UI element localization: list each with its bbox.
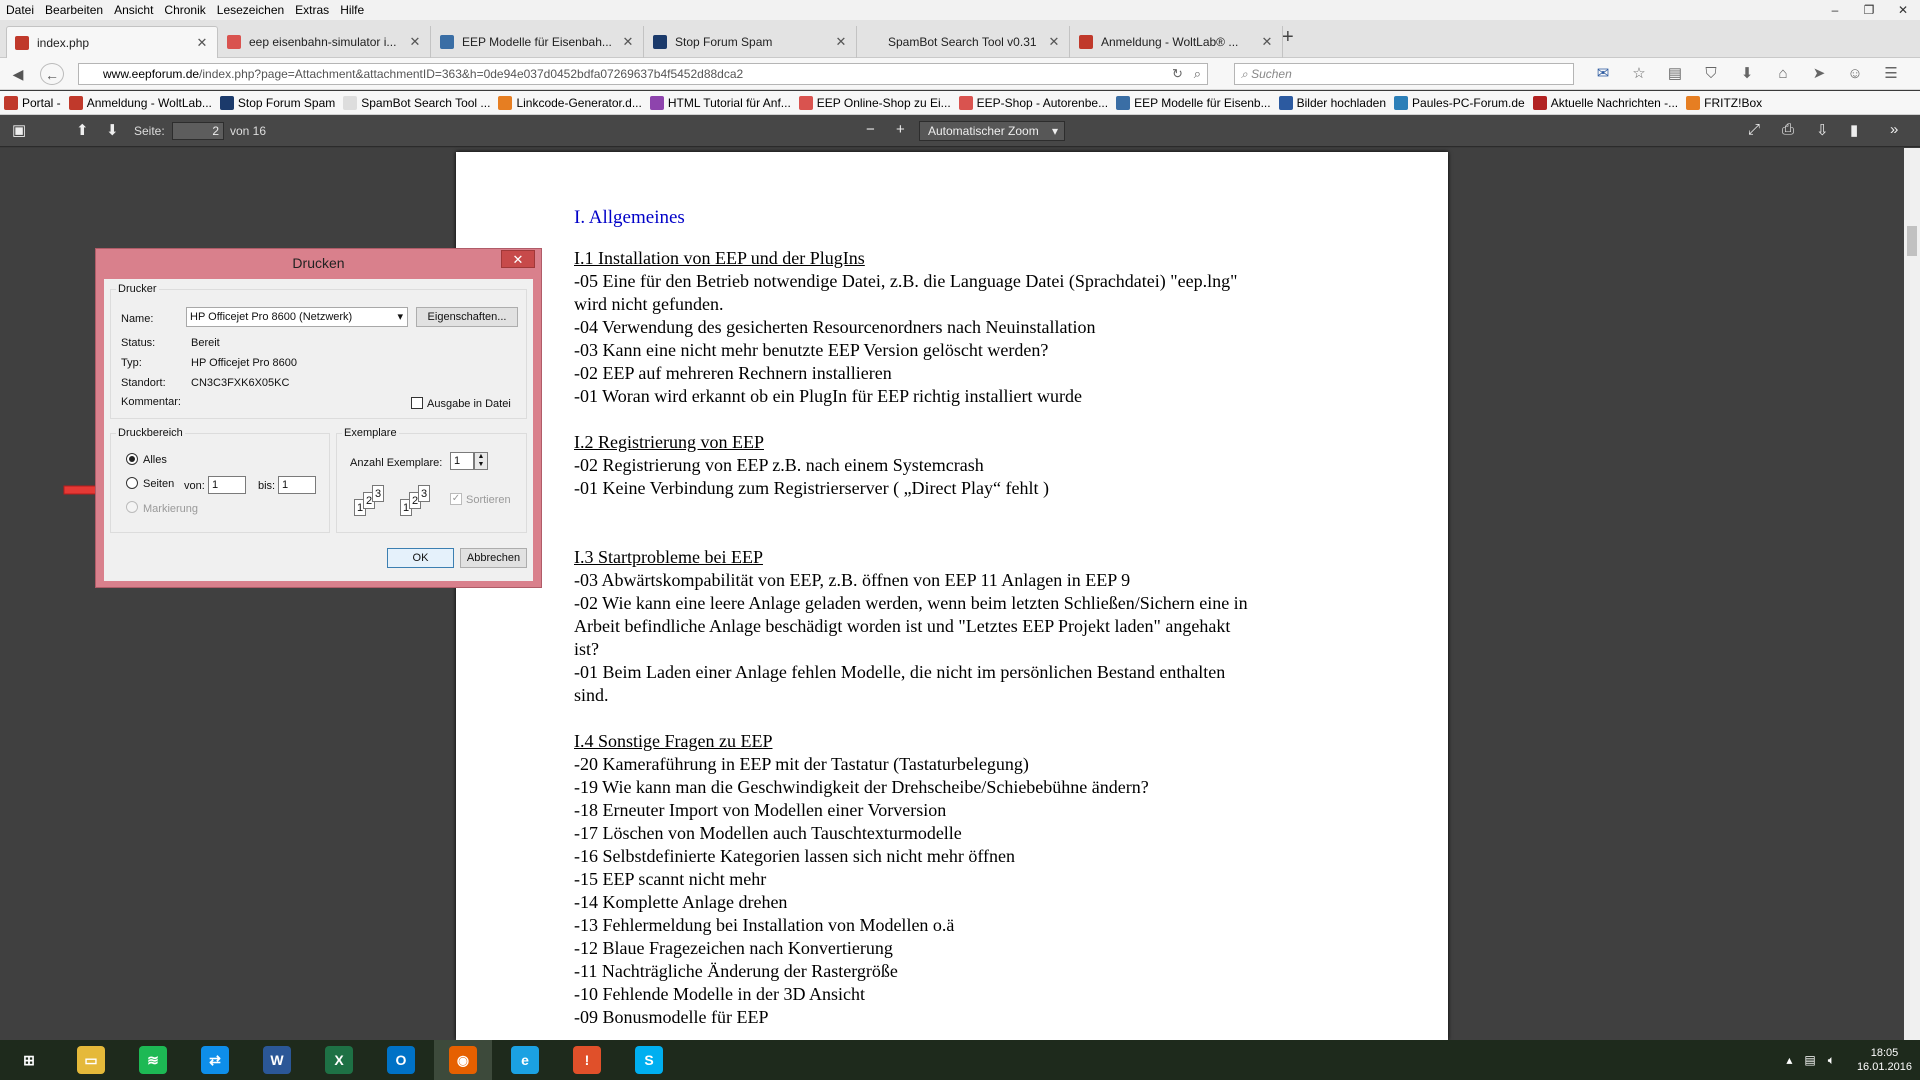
- bookmark-favicon-icon: [4, 96, 18, 110]
- bookmark-item[interactable]: [498, 96, 641, 110]
- browser-tab[interactable]: [1071, 26, 1283, 58]
- toc-line: -02 EEP auf mehreren Rechnern installieren: [574, 363, 892, 383]
- vertical-scrollbar[interactable]: [1904, 148, 1920, 1040]
- bookmark-label: Anmeldung - WoltLab...: [86, 95, 212, 110]
- tab-favicon-icon: [653, 35, 667, 49]
- toc-line: -15 EEP scannt nicht mehr: [574, 869, 767, 889]
- location-value: CN3C3FXK6X05KC: [191, 377, 290, 389]
- pdf-toolbar: [0, 115, 1920, 147]
- bookmark-favicon-icon: [1116, 96, 1130, 110]
- range-selection-radio[interactable]: [126, 501, 138, 513]
- spacer: [574, 523, 1314, 546]
- url-path: /index.php?page=Attachment&attachmentID=363&h=0de94e037d0452bdfa07269637b4f5452d88dca2: [199, 67, 744, 81]
- range-all-radio[interactable]: [126, 453, 138, 465]
- save-icon[interactable]: ⇩: [1816, 122, 1829, 139]
- app-red-icon: !: [573, 1046, 601, 1074]
- bookmark-label: Bilder hochladen: [1296, 95, 1387, 110]
- status-label: Status:: [121, 337, 156, 349]
- bookmark-label: Linkcode-Generator.d...: [516, 95, 642, 110]
- toc-line: -04 Verwendung des gesicherten Resourcenordners nach Neuinstallation: [574, 317, 1096, 337]
- browser-tab[interactable]: [858, 26, 1070, 58]
- close-window-button[interactable]: ✕: [1897, 3, 1909, 17]
- minimize-button[interactable]: –: [1831, 3, 1839, 17]
- toc-line: -02 Wie kann eine leere Anlage geladen werden, wenn beim letzten Schließen/Sichern eine in: [574, 593, 1248, 613]
- bookmark-label: EEP Modelle für Eisenb...: [1134, 95, 1271, 110]
- tab-favicon-icon: [866, 35, 880, 49]
- tab-title: Anmeldung - WoltLab® ...: [1101, 35, 1239, 49]
- subsection-heading: I.2 Registrierung von EEP: [574, 432, 764, 452]
- bookmark-item[interactable]: [1533, 96, 1678, 110]
- printer-group-label: Drucker: [118, 283, 157, 295]
- sheet-1b: 1: [400, 499, 412, 516]
- zoom-value: Automatischer Zoom: [928, 124, 1039, 138]
- properties-button[interactable]: Eigenschaften...: [416, 307, 518, 327]
- toc-line: ist?: [574, 639, 599, 659]
- bookmark-item[interactable]: [4, 96, 61, 110]
- spotify-icon: ≋: [139, 1046, 167, 1074]
- type-value: HP Officejet Pro 8600: [191, 357, 297, 369]
- network-icon[interactable]: ▤: [1804, 1053, 1816, 1067]
- dialog-title: Drucken: [292, 255, 345, 271]
- print-range-label: Druckbereich: [118, 427, 183, 439]
- toc-line: -17 Löschen von Modellen auch Tauschtexturmodelle: [574, 823, 962, 843]
- tab-favicon-icon: [440, 35, 454, 49]
- bookmarks-bar: [0, 91, 1920, 115]
- from-page-input[interactable]: 1: [208, 476, 246, 494]
- bookmark-favicon-icon: [1686, 96, 1700, 110]
- toc-line: -03 Kann eine nicht mehr benutzte EEP Version gelöscht werden?: [574, 340, 1049, 360]
- bookmark-favicon-icon: [959, 96, 973, 110]
- close-icon[interactable]: ✕: [622, 34, 634, 49]
- sheet-2b: 2: [409, 492, 421, 509]
- clock[interactable]: [1857, 1046, 1912, 1074]
- dialog-close-button[interactable]: ✕: [501, 250, 535, 268]
- search-input[interactable]: ⌕ Suchen: [1234, 63, 1574, 85]
- spacer: [574, 707, 1314, 730]
- toc-line: -18 Erneuter Import von Modellen einer Vorversion: [574, 800, 947, 820]
- browser-tab[interactable]: [219, 26, 431, 58]
- sheet-1: 1: [354, 499, 366, 516]
- skype-icon: S: [635, 1046, 663, 1074]
- tab-favicon-icon: [1079, 35, 1093, 49]
- teamviewer-icon: ⇄: [201, 1046, 229, 1074]
- toc-line: -10 Fehlende Modelle in der 3D Ansicht: [574, 984, 865, 1004]
- outlook-icon: O: [387, 1046, 415, 1074]
- menu-bar: [0, 0, 1920, 20]
- location-label: Standort:: [121, 377, 166, 389]
- menu-item-4[interactable]: Lesezeichen: [216, 3, 285, 17]
- bookmark-item[interactable]: [1686, 96, 1762, 110]
- toc-line: -14 Komplette Anlage drehen: [574, 892, 788, 912]
- toc-line: -01 Keine Verbindung zum Registrierserver ( „Direct Play“ fehlt ): [574, 478, 1050, 498]
- toc-line: -09 Bonusmodelle für EEP: [574, 1007, 769, 1027]
- url-domain: www.eepforum.de: [103, 67, 200, 81]
- taskbar-outlook[interactable]: [372, 1040, 430, 1080]
- tab-title: EEP Modelle für Eisenbah...: [462, 35, 612, 49]
- taskbar-apps: [0, 1040, 682, 1080]
- spacer: [574, 408, 1314, 431]
- toc-line: -13 Fehlermeldung bei Installation von Modellen o.ä: [574, 915, 955, 935]
- copies-input[interactable]: 1: [450, 452, 474, 470]
- close-icon[interactable]: ✕: [1261, 34, 1273, 49]
- bookmark-label: Aktuelle Nachrichten -...: [1550, 95, 1679, 110]
- menu-item-6[interactable]: Hilfe: [340, 3, 365, 17]
- bookmark-item[interactable]: [1394, 96, 1525, 110]
- bookmark-item[interactable]: [799, 96, 951, 110]
- menu-item-3[interactable]: Chronik: [164, 3, 206, 17]
- to-label: bis:: [258, 480, 276, 492]
- subsection-heading: I.3 Startprobleme bei EEP: [574, 547, 763, 567]
- tab-bar: [0, 20, 1920, 58]
- range-pages-label: Seiten: [143, 478, 175, 490]
- bookmark-favicon-icon: [1533, 96, 1547, 110]
- toc-line: -02 Registrierung von EEP z.B. nach einem Systemcrash: [574, 455, 984, 475]
- bookmark-item[interactable]: [650, 96, 791, 110]
- status-value: Bereit: [191, 337, 220, 349]
- bookmark-label: Stop Forum Spam: [237, 95, 336, 110]
- toc-line: -01 Beim Laden einer Anlage fehlen Modelle, die nicht im persönlichen Bestand enthalten: [574, 662, 1226, 682]
- bookmark-favicon-icon: [650, 96, 664, 110]
- browser-tab[interactable]: [432, 26, 644, 58]
- bookmark-favicon-icon: [498, 96, 512, 110]
- menu-item-2[interactable]: Ansicht: [114, 3, 154, 17]
- pdf-page: [456, 152, 1448, 1040]
- bookmark-favicon-icon: [1279, 96, 1293, 110]
- taskbar-firefox[interactable]: [434, 1040, 492, 1080]
- bookmark-label: HTML Tutorial für Anf...: [667, 95, 791, 110]
- print-icon[interactable]: ⎙: [1782, 121, 1795, 138]
- reading-list-icon[interactable]: ▤: [1667, 65, 1683, 82]
- chevron-down-icon: ▾: [397, 311, 403, 323]
- tab-favicon-icon: [15, 36, 29, 50]
- toc-line: -11 Nachträgliche Änderung der Rastergröße: [574, 961, 898, 981]
- system-tray: [1786, 1040, 1912, 1080]
- sheet-3b: 3: [418, 485, 430, 502]
- toc-blocks: [574, 247, 1314, 1029]
- bookmark-item[interactable]: [1279, 96, 1386, 110]
- window-controls: [1818, 0, 1920, 20]
- toc-line: wird nicht gefunden.: [574, 294, 724, 314]
- toc-line: -16 Selbstdefinierte Kategorien lassen sich nicht mehr öffnen: [574, 846, 1016, 866]
- download-icon[interactable]: ⬇: [1740, 65, 1754, 82]
- ok-button[interactable]: OK: [387, 548, 454, 568]
- type-label: Typ:: [121, 357, 142, 369]
- dialog-body: [104, 279, 533, 581]
- back-icon[interactable]: ◀: [12, 66, 24, 82]
- volume-icon[interactable]: 🔈︎: [1827, 1052, 1835, 1067]
- bookmark-icon[interactable]: ▮: [1850, 122, 1859, 139]
- url-bar[interactable]: [78, 63, 1208, 85]
- bookmark-item[interactable]: [343, 96, 490, 110]
- taskbar-internet-explorer[interactable]: [496, 1040, 554, 1080]
- zoom-in-icon[interactable]: +: [896, 121, 905, 138]
- clock-time: 18:05: [1870, 1047, 1899, 1059]
- printer-name-select[interactable]: [186, 307, 408, 327]
- clock-date: 16.01.2016: [1856, 1061, 1912, 1073]
- home-icon[interactable]: ⌂: [1778, 65, 1788, 82]
- menu-icon[interactable]: ☰: [1884, 65, 1898, 82]
- printer-name-label: Name:: [121, 313, 154, 325]
- toolbar-icons: [1585, 63, 1909, 85]
- search-placeholder: Suchen: [1251, 67, 1292, 81]
- taskbar: [0, 1040, 1920, 1080]
- mail-icon[interactable]: ✉: [1596, 65, 1610, 82]
- bookmark-item[interactable]: [220, 96, 335, 110]
- toc-line: -01 Woran wird erkannt ob ein PlugIn für EEP richtig installiert wurde: [574, 386, 1082, 406]
- bookmark-label: Paules-PC-Forum.de: [1412, 95, 1525, 110]
- bookmark-item[interactable]: [69, 96, 212, 110]
- bookmark-label: Portal -: [22, 95, 61, 110]
- fullscreen-icon[interactable]: ⤢: [1748, 121, 1761, 138]
- browser-tab[interactable]: [645, 26, 857, 58]
- internet-explorer-icon: e: [511, 1046, 539, 1074]
- tools-icon[interactable]: »: [1890, 121, 1899, 138]
- section-heading: I. Allgemeines: [574, 207, 685, 228]
- bookmark-label: SpamBot Search Tool ...: [361, 95, 491, 110]
- tab-title: SpamBot Search Tool v0.31: [888, 35, 1037, 49]
- navigation-bar: [0, 58, 1920, 90]
- bookmark-favicon-icon: [69, 96, 83, 110]
- toc-line: Arbeit befindliche Anlage beschädigt worden ist und "Letztes EEP Projekt laden" angehakt: [574, 616, 1231, 636]
- zoom-select[interactable]: [919, 121, 1065, 141]
- taskbar-app-red[interactable]: [558, 1040, 616, 1080]
- tab-title: Stop Forum Spam: [675, 35, 773, 49]
- collate-checkbox[interactable]: ✓: [451, 493, 461, 504]
- browser-tab[interactable]: [6, 26, 218, 58]
- range-all-label: Alles: [143, 454, 167, 466]
- collate-label: Sortieren: [466, 494, 511, 506]
- taskbar-file-explorer[interactable]: [62, 1040, 120, 1080]
- range-pages-radio[interactable]: [126, 477, 138, 489]
- previous-page-icon[interactable]: ⬆: [76, 122, 89, 139]
- from-label: von:: [184, 480, 205, 492]
- range-selection-label: Markierung: [143, 503, 199, 515]
- taskbar-word[interactable]: [248, 1040, 306, 1080]
- taskbar-skype[interactable]: [620, 1040, 678, 1080]
- firefox-icon: ◉: [449, 1046, 477, 1074]
- copies-group-label: Exemplare: [344, 427, 397, 439]
- bookmark-item[interactable]: [1116, 96, 1271, 110]
- taskbar-excel[interactable]: [310, 1040, 368, 1080]
- send-icon[interactable]: ➤: [1812, 65, 1826, 82]
- toc-line: -03 Abwärtskompabilität von EEP, z.B. öffnen von EEP 11 Anlagen in EEP 9: [574, 570, 1131, 590]
- bookmark-label: EEP Online-Shop zu Ei...: [816, 95, 951, 110]
- toc-line: -19 Wie kann man die Geschwindigkeit der Drehscheibe/Schiebebühne ändern?: [574, 777, 1149, 797]
- toc-line: -05 Eine für den Betrieb notwendige Datei, z.B. die Language Datei (Sprachdatei) "eep.lng": [574, 271, 1238, 291]
- toc-line: -20 Kameraführung in EEP mit der Tastatur (Tastaturbelegung): [574, 754, 1029, 774]
- copies-group: [336, 433, 527, 533]
- sheet-3: 3: [372, 485, 384, 502]
- taskbar-teamviewer[interactable]: [186, 1040, 244, 1080]
- bookmark-label: FRITZ!Box: [1704, 95, 1763, 110]
- toc-line: [574, 500, 1314, 523]
- close-icon[interactable]: ✕: [835, 34, 847, 49]
- print-to-file-label: Ausgabe in Datei: [427, 398, 511, 410]
- tab-favicon-icon: [227, 35, 241, 49]
- tray-expand-icon[interactable]: ▴: [1786, 1053, 1793, 1067]
- cancel-button[interactable]: Abbrechen: [460, 548, 527, 568]
- bookmark-favicon-icon: [1394, 96, 1408, 110]
- windows-start-icon: ⊞: [15, 1046, 43, 1074]
- bookmark-label: EEP-Shop - Autorenbe...: [976, 95, 1109, 110]
- close-icon[interactable]: ✕: [196, 34, 208, 50]
- taskbar-windows-start[interactable]: [0, 1040, 58, 1080]
- close-icon[interactable]: ✕: [409, 34, 421, 49]
- chevron-down-icon: ▾: [1051, 124, 1058, 138]
- menu-item-0[interactable]: Datei: [6, 3, 35, 17]
- printer-name-value: HP Officejet Pro 8600 (Netzwerk): [190, 311, 353, 323]
- reload-icon[interactable]: ↻ ⌕: [1171, 66, 1201, 81]
- pocket-icon[interactable]: ⛉: [1705, 65, 1717, 82]
- copies-spinner[interactable]: ▲ ▼: [474, 452, 488, 470]
- bookmark-favicon-icon: [799, 96, 813, 110]
- new-tab-button[interactable]: +: [1282, 26, 1294, 48]
- print-to-file-checkbox[interactable]: [411, 397, 423, 409]
- sidebar-toggle-icon[interactable]: ▣: [12, 122, 27, 139]
- forward-icon[interactable]: ←: [40, 63, 64, 85]
- zoom-out-icon[interactable]: −: [866, 121, 875, 138]
- file-explorer-icon: ▭: [77, 1046, 105, 1074]
- scrollbar-thumb[interactable]: [1907, 226, 1917, 256]
- next-page-icon[interactable]: ⬇: [106, 122, 119, 139]
- menu-item-1[interactable]: Bearbeiten: [45, 3, 104, 17]
- subsection-heading: I.1 Installation von EEP und der PlugIns: [574, 248, 865, 268]
- restore-button[interactable]: ❐: [1863, 3, 1875, 17]
- page-count: von 16: [230, 124, 267, 138]
- toc-line: -12 Blaue Fragezeichen nach Konvertierung: [574, 938, 893, 958]
- print-dialog: [95, 248, 542, 588]
- bookmark-favicon-icon: [343, 96, 357, 110]
- excel-icon: X: [325, 1046, 353, 1074]
- tab-title: eep eisenbahn-simulator i...: [249, 35, 397, 49]
- close-icon[interactable]: ✕: [1048, 34, 1060, 49]
- word-icon: W: [263, 1046, 291, 1074]
- page-content: [574, 206, 1314, 1029]
- toc-line: sind.: [574, 685, 609, 705]
- menu-item-5[interactable]: Extras: [295, 3, 330, 17]
- to-page-input[interactable]: 1: [278, 476, 316, 494]
- tab-title: index.php: [37, 35, 90, 50]
- page-number-input[interactable]: 2: [172, 122, 224, 140]
- page-label: Seite:: [134, 124, 165, 138]
- bookmark-item[interactable]: [959, 96, 1108, 110]
- copies-label: Anzahl Exemplare:: [350, 457, 443, 469]
- comment-label: Kommentar:: [121, 396, 181, 408]
- star-icon[interactable]: ☆: [1632, 65, 1646, 82]
- subsection-heading: I.4 Sonstige Fragen zu EEP: [574, 731, 773, 751]
- bookmark-favicon-icon: [220, 96, 234, 110]
- sheet-2: 2: [363, 492, 375, 509]
- taskbar-spotify[interactable]: [124, 1040, 182, 1080]
- chat-icon[interactable]: ☺: [1847, 65, 1863, 82]
